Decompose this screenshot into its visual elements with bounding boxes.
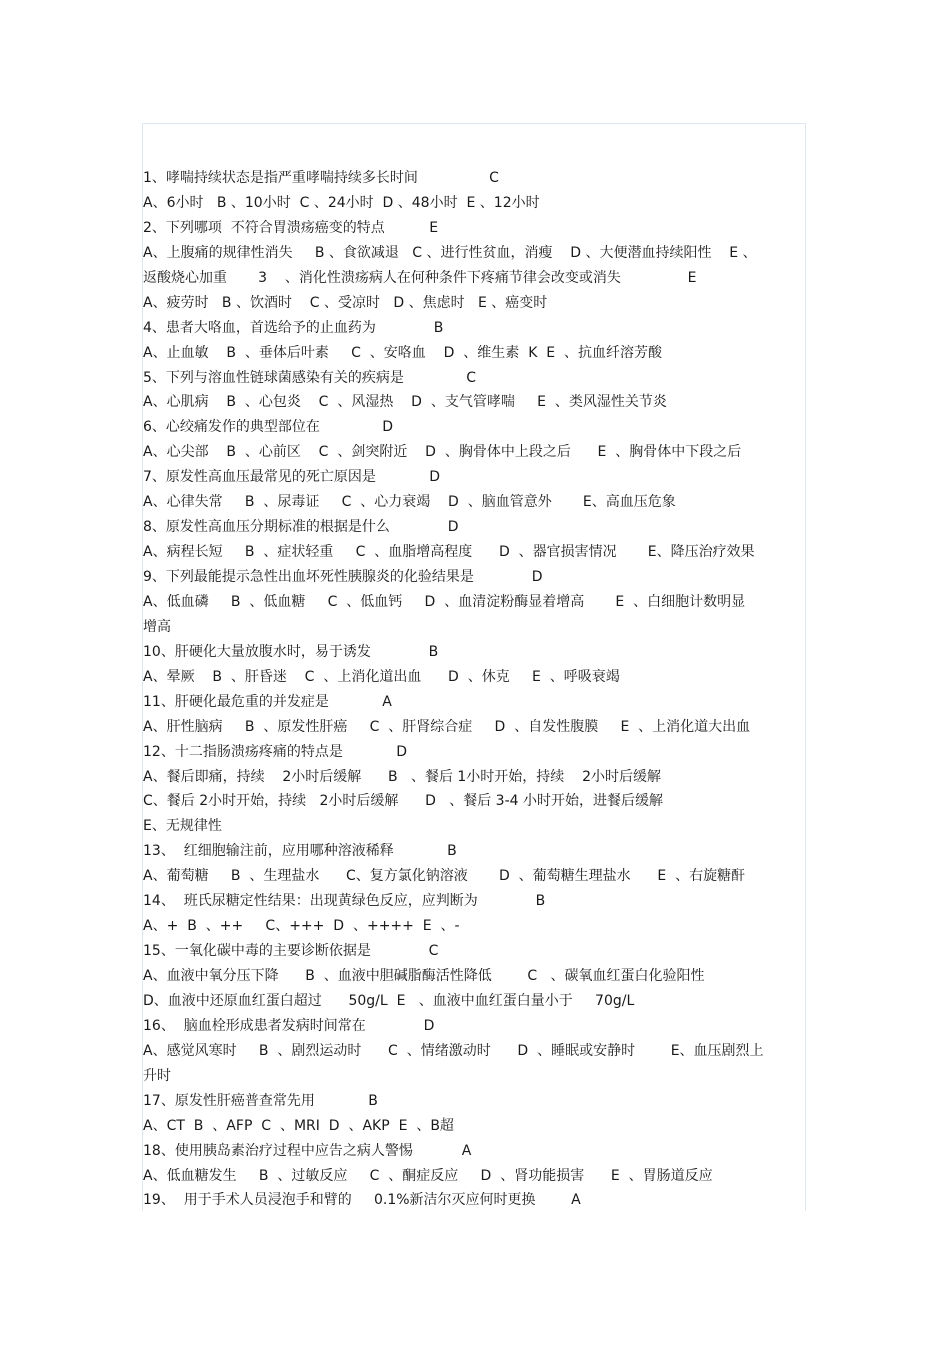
- options-15-abc: A、血液中氧分压下降 B 、血液中胆碱脂酶活性降低 C 、碳氧血红蛋白化验阳性: [143, 968, 705, 984]
- options-11: A、肝性脑病 B 、原发性肝癌 C 、肝肾综合症 D 、自发性腹膜 E 、上消化道大出血: [143, 718, 751, 735]
- question-9: 9、下列最能提示急性出血坏死性胰腺炎的化验结果是 D: [143, 569, 543, 585]
- question-11: 11、肝硬化最危重的并发症是 A: [143, 693, 392, 710]
- question-5: 5、下列与溶血性链球菌感染有关的疾病是 C: [143, 369, 476, 386]
- question-16: 16、 脑血栓形成患者发病时间常在 D: [143, 1017, 435, 1034]
- question-1: 1、哮喘持续状态是指严重哮喘持续多长时间 C: [143, 170, 499, 186]
- question-19: 19、 用于手术人员浸泡手和臂的 0.1%新洁尔灭应何时更换 A: [143, 1192, 581, 1209]
- options-12-cd: C、餐后 2小时开始，持续 2小时后缓解 D 、餐后 3-4 小时开始，进餐后缓解: [143, 793, 663, 810]
- options-15-de: D、血液中还原血红蛋白超过 50g/L E 、血液中血红蛋白量小于 70g/L: [143, 992, 635, 1009]
- options-9-cont: 增高: [143, 618, 171, 635]
- question-17: 17、原发性肝癌普查常先用 B: [143, 1092, 378, 1109]
- options-10: A、晕厥 B 、肝昏迷 C 、上消化道出血 D 、休克 E 、呼吸衰竭: [143, 668, 620, 685]
- options-12-e: E、无规律性: [143, 818, 222, 835]
- question-2: 2、下列哪项 不符合胃溃疡癌变的特点 E: [143, 219, 439, 236]
- document-body: [143, 166, 811, 1213]
- options-14: A、+ B 、++ C、+++ D 、++++ E 、-: [143, 918, 460, 935]
- options-8: A、病程长短 B 、症状轻重 C 、血脂增高程度 D 、器官损害情况 E、降压治疗效果: [143, 544, 755, 561]
- question-13: 13、 红细胞输注前，应用哪种溶液稀释 B: [143, 843, 457, 860]
- question-15: 15、一氧化碳中毒的主要诊断依据是 C: [143, 943, 439, 960]
- question-10: 10、肝硬化大量放腹水时，易于诱发 B: [143, 643, 439, 660]
- options-16-cont: 升时: [143, 1067, 171, 1084]
- options-18: A、低血糖发生 B 、过敏反应 C 、酮症反应 D 、肾功能损害 E 、胃肠道反应: [143, 1167, 713, 1184]
- question-4: 4、患者大咯血，首选给予的止血药为 B: [143, 319, 444, 336]
- question-6: 6、心绞痛发作的典型部位在 D: [143, 419, 393, 436]
- options-17: A、CT B 、AFP C 、MRI D 、AKP E 、B超: [143, 1117, 454, 1134]
- options-1: A、6小时 B 、10小时 C 、24小时 D 、48小时 E 、12小时: [143, 194, 540, 211]
- options-2-cont-question-3: 返酸烧心加重 3 、消化性溃疡病人在何种条件下疼痛节律会改变或消失 E: [143, 269, 697, 286]
- options-16: A、感觉风寒时 B 、剧烈运动时 C 、情绪激动时 D 、睡眠或安静时 E、血压剧烈上: [143, 1042, 764, 1059]
- question-8: 8、原发性高血压分期标准的根据是什么 D: [143, 519, 459, 536]
- question-7: 7、原发性高血压最常见的死亡原因是 D: [143, 469, 441, 486]
- question-14: 14、 班氏尿糖定性结果：出现黄绿色反应，应判断为 B: [143, 893, 546, 910]
- options-9: A、低血磷 B 、低血糖 C 、低血钙 D 、血清淀粉酶显着增高 E 、白细胞计数明显: [143, 593, 746, 610]
- question-12: 12、十二指肠溃疡疼痛的特点是 D: [143, 743, 407, 760]
- question-18: 18、使用胰岛素治疗过程中应告之病人警惕 A: [143, 1142, 472, 1159]
- options-7: A、心律失常 B 、尿毒证 C 、心力衰竭 D 、脑血管意外 E、高血压危象: [143, 494, 676, 511]
- options-2: A、上腹痛的规律性消失 B 、食欲减退 C 、进行性贫血，消瘦 D 、大便潜血持续阳性 E 、: [143, 244, 757, 261]
- options-13: A、葡萄糖 B 、生理盐水 C、复方氯化钠溶液 D 、葡萄糖生理盐水 E 、右旋糖酐: [143, 868, 746, 885]
- options-4: A、止血敏 B 、垂体后叶素 C 、安咯血 D 、维生素 K E 、抗血纤溶芳酸: [143, 344, 663, 361]
- options-6: A、心尖部 B 、心前区 C 、剑突附近 D 、胸骨体中上段之后 E 、胸骨体中下段之后: [143, 444, 742, 461]
- options-3: A、疲劳时 B 、饮酒时 C 、受凉时 D 、焦虑时 E 、癌变时: [143, 294, 548, 311]
- options-5: A、心肌病 B 、心包炎 C 、风湿热 D 、支气管哮喘 E 、类风湿性关节炎: [143, 394, 667, 411]
- options-12-ab: A、餐后即痛，持续 2小时后缓解 B 、餐后 1小时开始，持续 2小时后缓解: [143, 768, 662, 785]
